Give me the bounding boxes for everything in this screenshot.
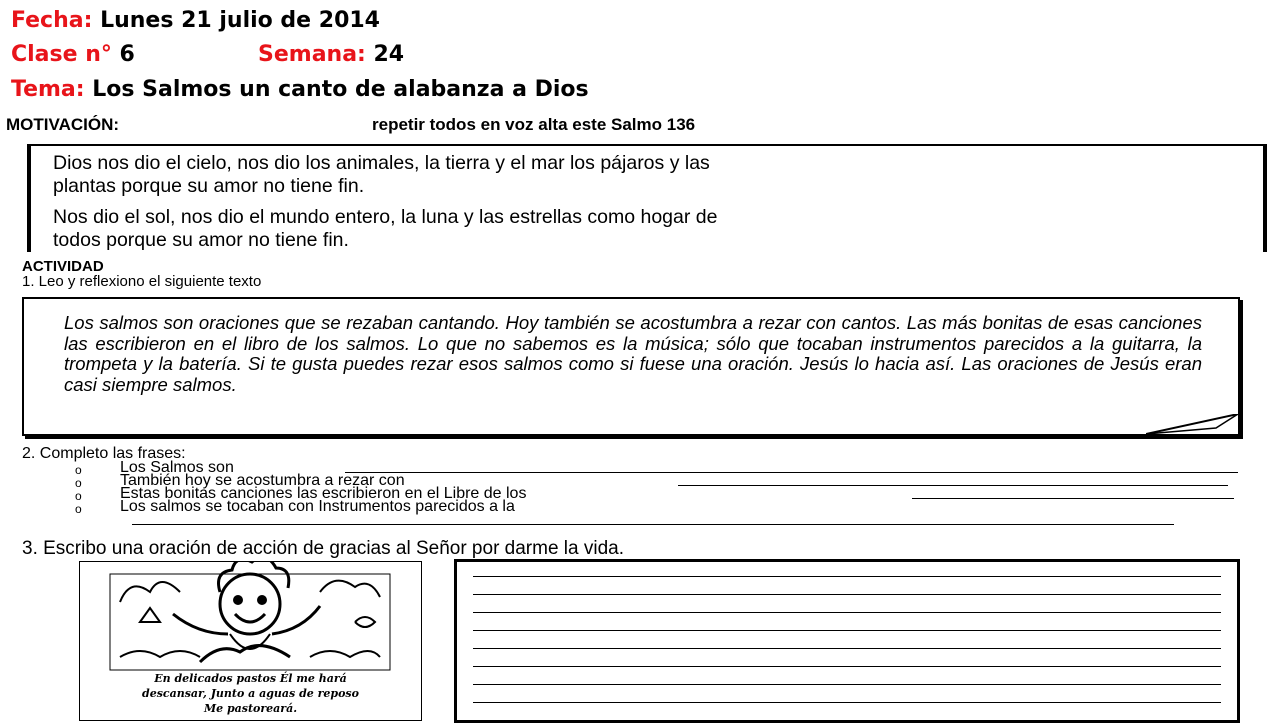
frase-3: Estas bonitas canciones las escribieron en el Libre de los [120,485,527,502]
salmo-para2-line2: todos porque su amor no tiene fin. [53,229,349,251]
tema-label: Tema: [11,77,85,102]
tema-line [11,77,589,102]
salmo-para2-line1: Nos dio el sol, nos dio el mundo entero, la luna y las estrellas como hogar de [53,206,718,228]
clase-label: Clase n° [11,42,120,67]
caption-line-2: descansar, Junto a aguas de reposo [142,687,359,700]
semana-label: Semana: [258,42,374,67]
writing-line[interactable] [473,594,1221,595]
caption-line-1: En delicados pastos Él me hará [154,672,347,685]
reading-box [22,297,1240,436]
bullet-2: o [75,476,82,490]
writing-line[interactable] [473,630,1221,631]
caption-line-3: Me pastoreará. [203,702,298,715]
illustration-caption [80,671,421,716]
writing-line[interactable] [473,612,1221,613]
clase-value: 6 [119,42,135,67]
frase-1: Los Salmos son [120,459,234,476]
prayer-writing-box[interactable] [454,559,1240,723]
page-fold-icon [1146,414,1238,434]
writing-line[interactable] [473,576,1221,577]
writing-line[interactable] [473,702,1221,703]
bullet-1: o [75,463,82,477]
child-drawing-icon [80,562,421,680]
frase-4: Los salmos se tocaban con Instrumentos parecidos a la [120,498,515,515]
frase-2: También hoy se acostumbra a rezar con [120,472,405,489]
actividad-step1: 1. Leo y reflexiono el siguiente texto [22,273,262,290]
fecha-line [11,8,380,33]
psalm-illustration [79,561,422,721]
bullet-3: o [75,489,82,503]
reading-text: Los salmos son oraciones que se rezaban cantando. Hoy también se acostumbra a rezar con cantos. Las más bonitas de esas canciones las escribieron en el libro de los salmos. Lo que no sabemos es la música; sólo que tocaban instrumentos parecidos a la guitarra, la trompeta y la batería. Si te gusta puedes rezar esos salmos como si fuese una oración. Jesús lo hacia así. Las oraciones de Jesús eran casi siempre salmos. [64,312,1202,395]
salmo-para1-line2: plantas porque su amor no tiene fin. [53,175,365,197]
semana-line [258,42,404,67]
bullet-4: o [75,502,82,516]
semana-value: 24 [373,42,405,67]
fecha-value: Lunes 21 julio de 2014 [100,8,380,33]
clase-line [11,42,135,67]
oracion-title: 3. Escribo una oración de acción de gracias al Señor por darme la vida. [22,538,625,559]
salmo-box [27,144,1267,252]
tema-value: Los Salmos un canto de alabanza a Dios [92,77,589,102]
actividad-title: ACTIVIDAD [22,258,104,275]
fecha-label: Fecha: [11,8,93,33]
salmo-para1-line1: Dios nos dio el cielo, nos dio los animales, la tierra y el mar los pájaros y las [53,152,710,174]
writing-line[interactable] [473,684,1221,685]
frase-4-blank[interactable] [132,510,1174,525]
completar-title: 2. Completo las frases: [22,445,186,462]
frase-3-blank[interactable] [912,483,1234,499]
writing-line[interactable] [473,666,1221,667]
motivacion-instruction: repetir todos en voz alta este Salmo 136 [372,115,696,134]
motivacion-label: MOTIVACIÓN: [6,115,120,134]
writing-line[interactable] [473,648,1221,649]
